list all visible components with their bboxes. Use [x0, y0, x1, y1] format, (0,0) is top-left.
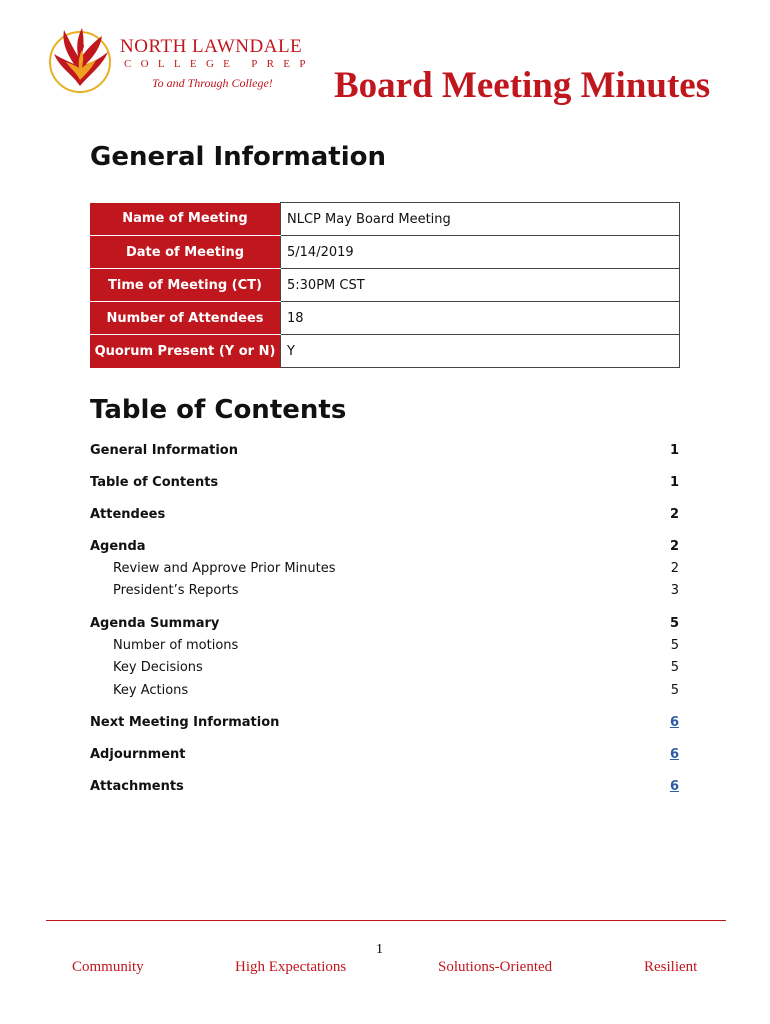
- toc-entry[interactable]: [90, 613, 680, 633]
- toc-subentry[interactable]: [90, 635, 680, 655]
- toc-entry-page: 5: [670, 682, 679, 698]
- toc-entry[interactable]: [90, 472, 680, 492]
- toc-entry[interactable]: [90, 536, 680, 556]
- toc-entry-title: Attachments: [90, 778, 184, 794]
- toc-entry-page: 3: [670, 582, 679, 598]
- footer-value-resilient: Resilient: [644, 959, 698, 975]
- footer-value-solutions-oriented: Solutions-Oriented: [438, 959, 553, 975]
- row-label: Time of Meeting (CT): [90, 269, 281, 302]
- row-label: Quorum Present (Y or N): [90, 335, 281, 368]
- toc-entry-title: General Information: [90, 442, 238, 458]
- logo-school-name: NORTH LAWNDALE: [120, 36, 303, 57]
- table-row: [90, 302, 680, 335]
- toc-entry[interactable]: [90, 440, 680, 460]
- page-number: 1: [376, 942, 383, 957]
- table-of-contents-heading: Table of Contents: [90, 395, 347, 425]
- toc-entry[interactable]: [90, 504, 680, 524]
- toc-entry-title: Next Meeting Information: [90, 714, 280, 730]
- toc-subentry[interactable]: [90, 558, 680, 578]
- toc-entry-title: Review and Approve Prior Minutes: [113, 560, 336, 576]
- toc-entry-title: Adjournment: [90, 746, 186, 762]
- row-label: Number of Attendees: [90, 302, 281, 335]
- toc-entry-page: 2: [669, 506, 679, 522]
- toc-entry-page: 5: [670, 637, 679, 653]
- toc-subentry[interactable]: [90, 657, 680, 677]
- row-value: 5:30PM CST: [281, 269, 680, 302]
- toc-entry-title: Agenda Summary: [90, 615, 220, 631]
- toc-entry-page: 2: [669, 538, 679, 554]
- table-row: [90, 269, 680, 302]
- toc-entry-page: 5: [669, 615, 679, 631]
- row-value: 5/14/2019: [281, 236, 680, 269]
- toc-subentry[interactable]: [90, 680, 680, 700]
- toc-entry-title: Attendees: [90, 506, 166, 522]
- general-information-table: [90, 202, 680, 368]
- footer-divider: [46, 920, 726, 921]
- toc-entry-title: President’s Reports: [113, 582, 239, 598]
- general-information-heading: General Information: [90, 142, 386, 172]
- toc-subentry[interactable]: [90, 580, 680, 600]
- row-label: Name of Meeting: [90, 203, 281, 236]
- logo-tagline: To and Through College!: [152, 76, 273, 90]
- toc-entry-title: Number of motions: [113, 637, 239, 653]
- toc-entry-title: Agenda: [90, 538, 146, 554]
- footer-value-community: Community: [72, 959, 144, 975]
- toc-entry-page: 1: [669, 442, 679, 458]
- footer-value-high-expectations: High Expectations: [235, 959, 347, 975]
- toc-entry-page-link[interactable]: 6: [669, 714, 679, 730]
- row-label: Date of Meeting: [90, 236, 281, 269]
- table-row: [90, 203, 680, 236]
- toc-entry[interactable]: [90, 712, 680, 732]
- school-logo: [46, 24, 315, 98]
- toc-entry-title: Key Actions: [113, 682, 189, 698]
- toc-entry[interactable]: [90, 744, 680, 764]
- toc-entry-page-link[interactable]: 6: [669, 778, 679, 794]
- toc-entry-page: 2: [670, 560, 679, 576]
- table-row: [90, 236, 680, 269]
- row-value: NLCP May Board Meeting: [281, 203, 680, 236]
- document-title: Board Meeting Minutes: [334, 65, 711, 106]
- toc-entry-title: Table of Contents: [90, 474, 219, 490]
- logo-subtitle: COLLEGE PREP: [124, 58, 315, 70]
- toc-entry-title: Key Decisions: [113, 659, 203, 675]
- table-row: [90, 335, 680, 368]
- toc-entry-page: 5: [670, 659, 679, 675]
- row-value: 18: [281, 302, 680, 335]
- toc-entry-page-link[interactable]: 6: [669, 746, 679, 762]
- row-value: Y: [281, 335, 680, 368]
- phoenix-logo-icon: [46, 24, 116, 96]
- toc-entry-page: 1: [669, 474, 679, 490]
- toc-entry[interactable]: [90, 776, 680, 796]
